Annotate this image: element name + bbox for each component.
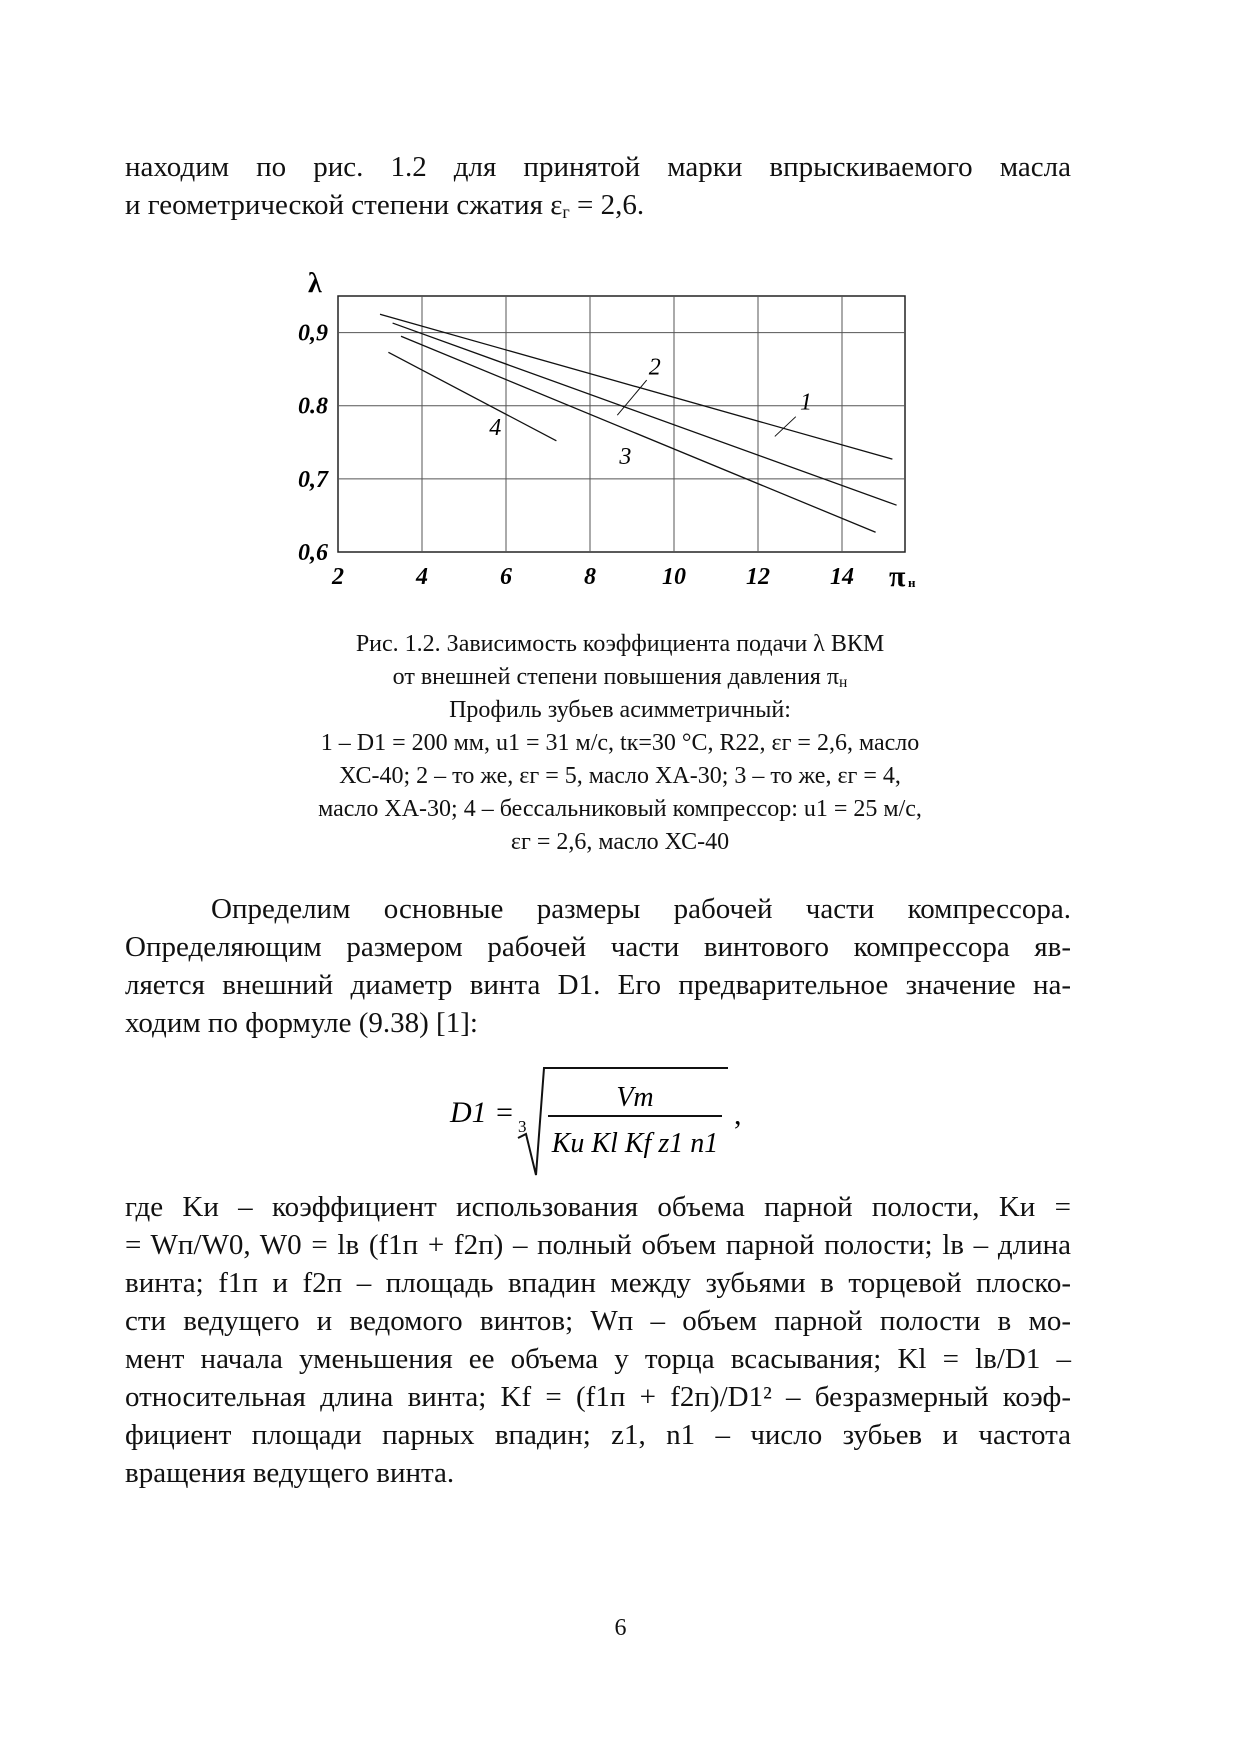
def-line-8: вращения ведущего винта.: [125, 1457, 455, 1489]
formula-lhs: D1 =: [450, 1096, 515, 1129]
x-tick-label: 14: [830, 564, 854, 590]
def-line-1: где Kи – коэффициент использования объема парной полости, Kи =: [125, 1191, 1071, 1223]
x-axis-label-sub: н: [908, 575, 916, 590]
curve-label-4: 4: [489, 414, 502, 441]
body-line-4: ходим по формуле (9.38) [1]:: [125, 1007, 478, 1039]
formula-comma: ,: [734, 1098, 742, 1131]
y-tick-label: 0.8: [298, 393, 328, 420]
y-tick-label: 0,7: [298, 466, 328, 493]
caption-line-6: масло ХА-30; 4 – бессальниковый компрессор: u1 = 25 м/с,: [318, 796, 922, 822]
formula-denominator: Kи Kl Kf z1 n1: [551, 1128, 719, 1159]
body-line-2: Определяющим размером рабочей части винтового компрессора яв-: [125, 931, 1071, 963]
y-tick-label: 0,6: [298, 540, 328, 566]
figure-caption: [200, 628, 1040, 859]
x-tick-label: 6: [500, 564, 512, 590]
body-paragraph: [125, 890, 1071, 1042]
y-tick-label: 0,9: [298, 320, 328, 347]
intro-line-2: и геометрической степени сжатия $\varepsilon_г = 2,6$.: [125, 189, 645, 222]
curve-label-3: 3: [619, 444, 632, 471]
intro-line-1: находим по рис. 1.2 для принятой марки впрыскиваемого масла: [125, 151, 1071, 183]
def-line-2: = Wп/W0, W0 = lв (f1п + f2п) – полный объем парной полости; lв – длина: [125, 1229, 1071, 1261]
series-line-2: [393, 323, 897, 505]
caption-line-4: 1 – D1 = 200 мм, u1 = 31 м/с, tк=30 °С, R22, εг = 2,6, масло: [320, 730, 920, 756]
definitions-paragraph: [125, 1188, 1071, 1492]
formula-root-index: 3: [518, 1117, 527, 1136]
def-line-5: мент начала уменьшения ее объема у торца всасывания; Kl = lв/D1 –: [125, 1343, 1071, 1375]
x-tick-label: 4: [416, 564, 428, 590]
def-line-4: сти ведущего и ведомого винтов; Wп – объем парной полости в мо-: [125, 1305, 1071, 1337]
page-number: 6: [614, 1615, 627, 1641]
y-axis-label: λ: [308, 272, 322, 299]
def-line-7: фициент площади парных впадин; z1, n1 – число зубьев и частота: [125, 1419, 1071, 1451]
series-line-1: [380, 314, 892, 459]
intro-paragraph: [125, 148, 1071, 224]
def-line-6: относительная длина винта; Kf = (f1п + f2п)/D1² – безразмерный коэф-: [125, 1381, 1071, 1413]
caption-line-5: ХС-40; 2 – то же, εг = 5, масло ХА-30; 3 – то же, εг = 4,: [339, 763, 901, 789]
x-tick-label: 8: [584, 564, 596, 590]
def-line-3: винта; f1п и f2п – площадь впадин между зубьями в торцевой плоско-: [125, 1267, 1071, 1299]
caption-line-2: от внешней степени повышения давления $\pi_н$: [392, 664, 848, 691]
x-tick-label: 10: [662, 564, 686, 590]
body-line-1: Определим основные размеры рабочей части компрессора.: [211, 893, 1071, 925]
caption-line-1: Рис. 1.2. Зависимость коэффициента подачи λ ВКМ: [355, 631, 885, 657]
x-axis-label: π: [889, 560, 906, 593]
caption-line-3: Профиль зубьев асимметричный:: [449, 697, 791, 723]
curve-label-1: 1: [800, 389, 812, 416]
formula-d1: [440, 1060, 770, 1180]
x-tick-label: 2: [332, 564, 344, 590]
body-line-3: ляется внешний диаметр винта D1. Его предварительное значение на-: [125, 969, 1071, 1001]
caption-line-7: εг = 2,6, масло ХС-40: [510, 829, 730, 855]
x-tick-label: 12: [746, 564, 770, 590]
formula-numerator: Vт: [616, 1082, 654, 1113]
curve-label-2: 2: [648, 354, 661, 381]
lambda-chart: [290, 272, 930, 602]
